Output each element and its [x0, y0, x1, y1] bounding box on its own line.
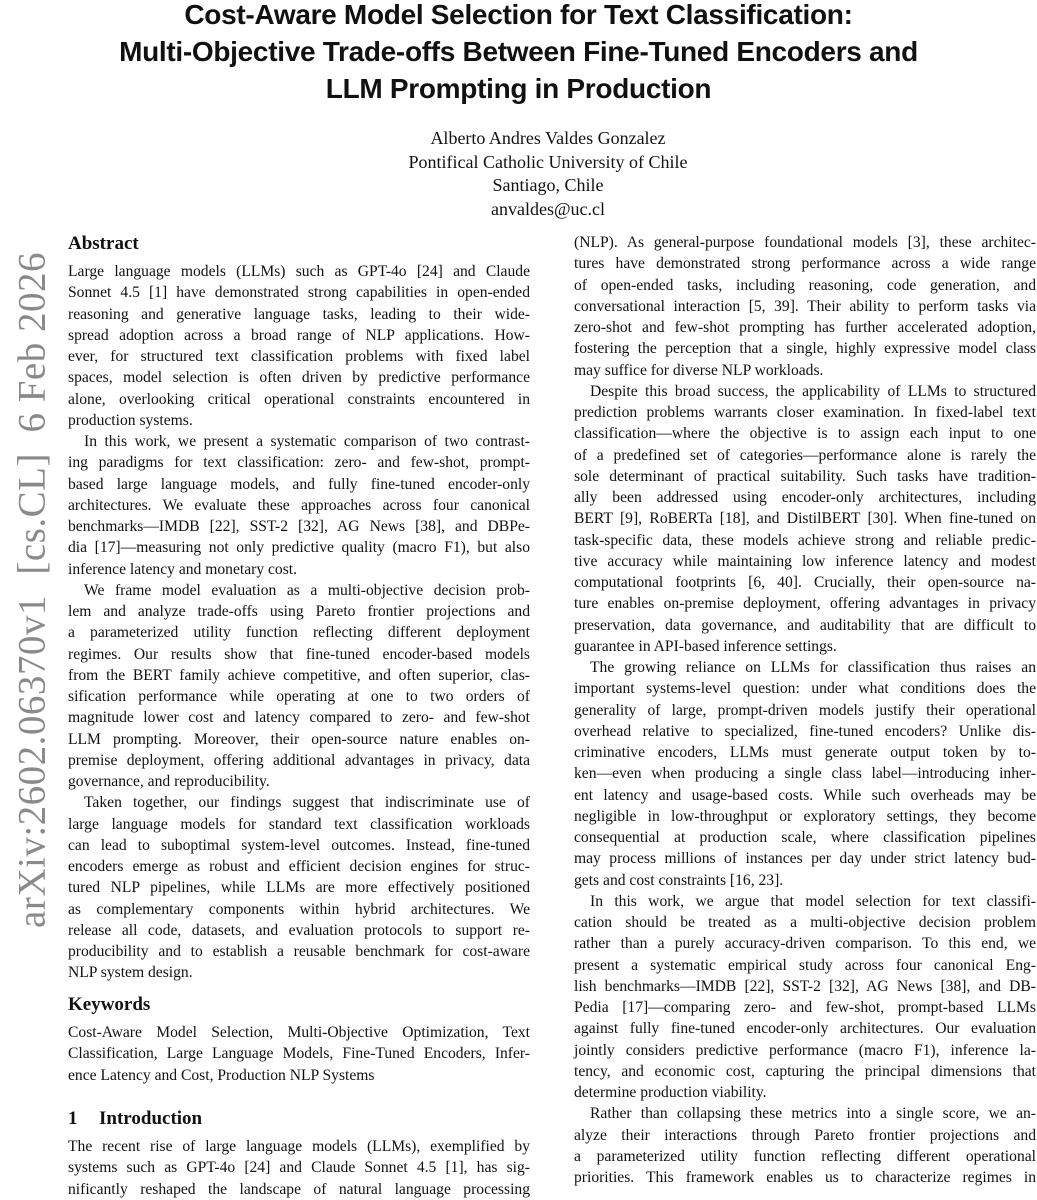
text-line: ent latency and usage-based costs. While such overheads may be [574, 786, 1036, 804]
author-affiliation: Pontifical Catholic University of Chile [408, 151, 688, 172]
text-line: ally been addressed using encoder-only architectures, including [574, 489, 1036, 506]
author-block [0, 127, 1037, 221]
text-line: spaces, model selection is often driven by predictive performance [68, 369, 530, 387]
keywords-heading: Keywords [68, 994, 151, 1015]
author-name: Alberto Andres Valdes Gonzalez [430, 128, 666, 148]
text-line: from the BERT family achieve competitive, and often superior, clas- [68, 666, 530, 684]
text-line: In this work, we argue that model selection for text classifi- [590, 892, 1036, 910]
text-line: conversational interaction [5, 39]. Their ability to perform tasks via [574, 297, 1036, 315]
text-line: zero-shot and few-shot prompting has further accelerated adoption, [574, 319, 1036, 336]
text-line: negligible in low-throughput or exploratory settings, they become [574, 807, 1036, 825]
introduction-body [68, 1136, 530, 1200]
text-line: alone, overlooking critical operational constraints encountered in [68, 390, 530, 408]
paragraph [574, 381, 1036, 657]
text-line: encoders emerge as robust and efficient decision engines for struc- [68, 858, 530, 875]
paragraph [68, 1022, 530, 1086]
text-line: reasoning and generative language tasks, leading to their wide- [68, 305, 530, 323]
text-line: as complementary components within hybrid architectures. We [68, 900, 530, 918]
text-line: lem and analyze trade-offs using Pareto frontier projections and [68, 603, 530, 620]
text-line: Sonnet 4.5 [1] have demonstrated strong capabilities in open-ended [68, 284, 530, 302]
text-line: Despite this broad success, the applicability of LLMs to structured [590, 382, 1036, 400]
text-line: systems such as GPT-4o [24] and Claude Sonnet 4.5 [1], has sig- [68, 1159, 530, 1177]
text-line: benchmarks—IMDB [22], SST-2 [32], AG News [38], and DBPe- [68, 518, 530, 535]
text-line: (NLP). As general-purpose foundational models [3], these architec- [574, 234, 1036, 251]
text-line: prediction problems warrants closer examination. In fixed-label text [574, 404, 1036, 421]
text-line: Large language models (LLMs) such as GPT-4o [24] and Claude [68, 263, 530, 280]
text-line: nificantly reshaped the landscape of natural language processing [68, 1180, 530, 1198]
abstract-heading: Abstract [68, 233, 139, 254]
paragraph [68, 431, 530, 580]
text-line: a parameterized utility function reflecting different deployment [68, 624, 530, 642]
text-line: ever, for structured text classification problems with fixed label [68, 348, 530, 365]
text-line: may suffice for diverse NLP workloads. [574, 361, 824, 379]
text-line: lish benchmarks—IMDB [22], SST-2 [32], AG News [38], and DB- [574, 977, 1036, 995]
text-line: architectures. We evaluate these approaches across four canonical [68, 496, 530, 514]
text-line: criminative encoders, LLMs must generate output token by to- [574, 744, 1036, 761]
paragraph [574, 657, 1036, 891]
text-line: sole determinant of practical suitability. Such tasks have tradition- [574, 467, 1036, 485]
text-line: dia [17]—measuring not only predictive quality (macro F1), but also [68, 539, 530, 557]
text-line: In this work, we present a systematic comparison of two contrast- [84, 433, 530, 450]
author-email: anvaldes@uc.cl [490, 198, 606, 219]
right-column [574, 232, 1036, 1188]
text-line: generality of large, prompt-driven models justify their operational [574, 701, 1036, 719]
text-line: Classification, Large Language Models, Fine-Tuned Encoders, Infer- [68, 1045, 530, 1063]
text-line: ing paradigms for text classification: zero- and few-shot, prompt- [68, 454, 530, 472]
text-line: rather than a purely accuracy-driven comparison. To this end, we [574, 935, 1036, 953]
text-line: jointly considers predictive performance (macro F1), inference la- [574, 1041, 1036, 1059]
section-title: Introduction [99, 1108, 203, 1129]
text-line: gets and cost constraints [16, 23]. [574, 871, 784, 889]
text-line: regimes. Our results show that fine-tuned encoder-based models [68, 645, 530, 663]
text-line: present a systematic empirical study across four canonical Eng- [574, 956, 1036, 974]
text-line: fostering the perception that a single, highly expressive model class [574, 340, 1036, 358]
keywords-body [68, 1022, 530, 1086]
abstract-section [68, 232, 530, 984]
text-line: consequential at production scale, where classification pipelines [574, 829, 1036, 846]
text-line: tures have demonstrated strong performance across a wide range [574, 255, 1036, 273]
abstract-body [68, 261, 530, 984]
section-number: 1 [68, 1108, 78, 1129]
text-line: We frame model evaluation as a multi-objective decision prob- [84, 581, 530, 599]
title-line: Cost-Aware Model Selection for Text Classification: [184, 0, 853, 30]
paragraph [68, 792, 530, 983]
paragraph [574, 1103, 1036, 1188]
text-line: magnitude lower cost and latency compared to zero- and few-shot [68, 709, 530, 727]
text-line: tured NLP pipelines, while LLMs are more effectively positioned [68, 879, 530, 897]
text-line: tive accuracy while maintaining low inference latency and modest [574, 552, 1036, 570]
text-line: Pedia [17]—comparing zero- and few-shot, prompt-based LLMs [574, 999, 1036, 1016]
title-line: LLM Prompting in Production [325, 73, 712, 104]
text-line: computational footprints [6, 40]. Crucially, their open-source na- [574, 574, 1036, 591]
text-line: release all code, datasets, and evaluation protocols to support re- [68, 921, 530, 939]
text-line: of a predefined set of categories—performance alone is rarely the [574, 446, 1036, 464]
text-line: The growing reliance on LLMs for classification thus raises an [590, 659, 1036, 676]
section-heading [68, 1107, 530, 1131]
paragraph [574, 891, 1036, 1104]
keywords-section [68, 993, 530, 1086]
text-line: ture enables on-premise deployment, offering advantages in privacy [574, 595, 1036, 613]
text-line: important systems-level question: under what conditions does the [574, 680, 1036, 698]
text-line: producibility and to establish a reusable benchmark for cost-aware [68, 943, 530, 960]
text-line: governance, and reproducibility. [68, 773, 270, 790]
text-line: inference latency and monetary cost. [68, 560, 298, 578]
paragraph [68, 580, 530, 793]
text-line: may process millions of instances per day under strict latency bud- [574, 850, 1036, 868]
text-line: premise deployment, offering additional advantages in privacy, data [68, 751, 530, 769]
text-line: NLP system design. [68, 964, 193, 982]
text-line: a parameterized utility function reflecting different operational [574, 1147, 1036, 1165]
arxiv-stamp: arXiv:2602.06370v1 [cs.CL] 6 Feb 2026 [10, 252, 54, 928]
introduction-section [68, 1107, 530, 1200]
text-line: task-specific data, these models achieve strong and reliable predic- [574, 531, 1036, 549]
text-line: spread adoption across a broad range of NLP applications. How- [68, 326, 530, 344]
text-line: based large language models, and fully fine-tuned encoder-only [68, 475, 530, 493]
text-line: LLM prompting. Moreover, their open-source nature enables on- [68, 730, 530, 748]
title-line: Multi-Objective Trade-offs Between Fine-Tuned Encoders and [119, 36, 918, 67]
right-column-body [574, 232, 1036, 1188]
paragraph [68, 1136, 530, 1200]
text-line: of open-ended tasks, including reasoning, code generation, and [574, 276, 1036, 294]
text-line: overhead relative to specialized, fine-tuned encoders? Unlike dis- [574, 722, 1036, 740]
text-line: ence Latency and Cost, Production NLP Systems [68, 1066, 375, 1084]
author-location: Santiago, Chile [492, 175, 604, 195]
text-line: production systems. [68, 411, 193, 429]
text-line: can lead to suboptimal system-level outcomes. Instead, fine-tuned [68, 836, 530, 854]
text-line: alyze their interactions through Pareto frontier projections and [574, 1126, 1036, 1144]
text-line: classification—where the objective is to assign each input to one [574, 425, 1036, 443]
text-line: Taken together, our findings suggest that indiscriminate use of [84, 794, 530, 812]
text-line: BERT [9], RoBERTa [18], and DistilBERT [30]. When fine-tuned on [574, 510, 1036, 528]
text-line: large language models for standard text classification workloads [68, 815, 530, 833]
text-line: Rather than collapsing these metrics into a single score, we an- [590, 1105, 1036, 1123]
paragraph [68, 261, 530, 431]
text-line: tency, and economic cost, capturing the principal dimensions that [574, 1062, 1036, 1080]
text-line: guarantee in API-based inference settings. [574, 637, 837, 655]
text-line: sification performance while operating at one to two orders of [68, 688, 530, 705]
text-line: cation should be treated as a multi-objective decision problem [574, 914, 1036, 931]
paper-title [0, 0, 1037, 107]
paragraph [574, 232, 1036, 381]
text-line: against fully fine-tuned encoder-only architectures. Our evaluation [574, 1020, 1036, 1038]
text-line: determine production viability. [574, 1084, 767, 1101]
text-line: The recent rise of large language models (LLMs), exemplified by [68, 1138, 530, 1155]
text-line: Cost-Aware Model Selection, Multi-Objective Optimization, Text [68, 1024, 530, 1041]
text-line: ken—even when producing a single class label—introducing inher- [574, 765, 1036, 783]
text-line: preservation, data governance, and auditability that are difficult to [574, 616, 1036, 634]
text-line: priorities. This framework enables us to characterize regimes in [574, 1169, 1036, 1186]
